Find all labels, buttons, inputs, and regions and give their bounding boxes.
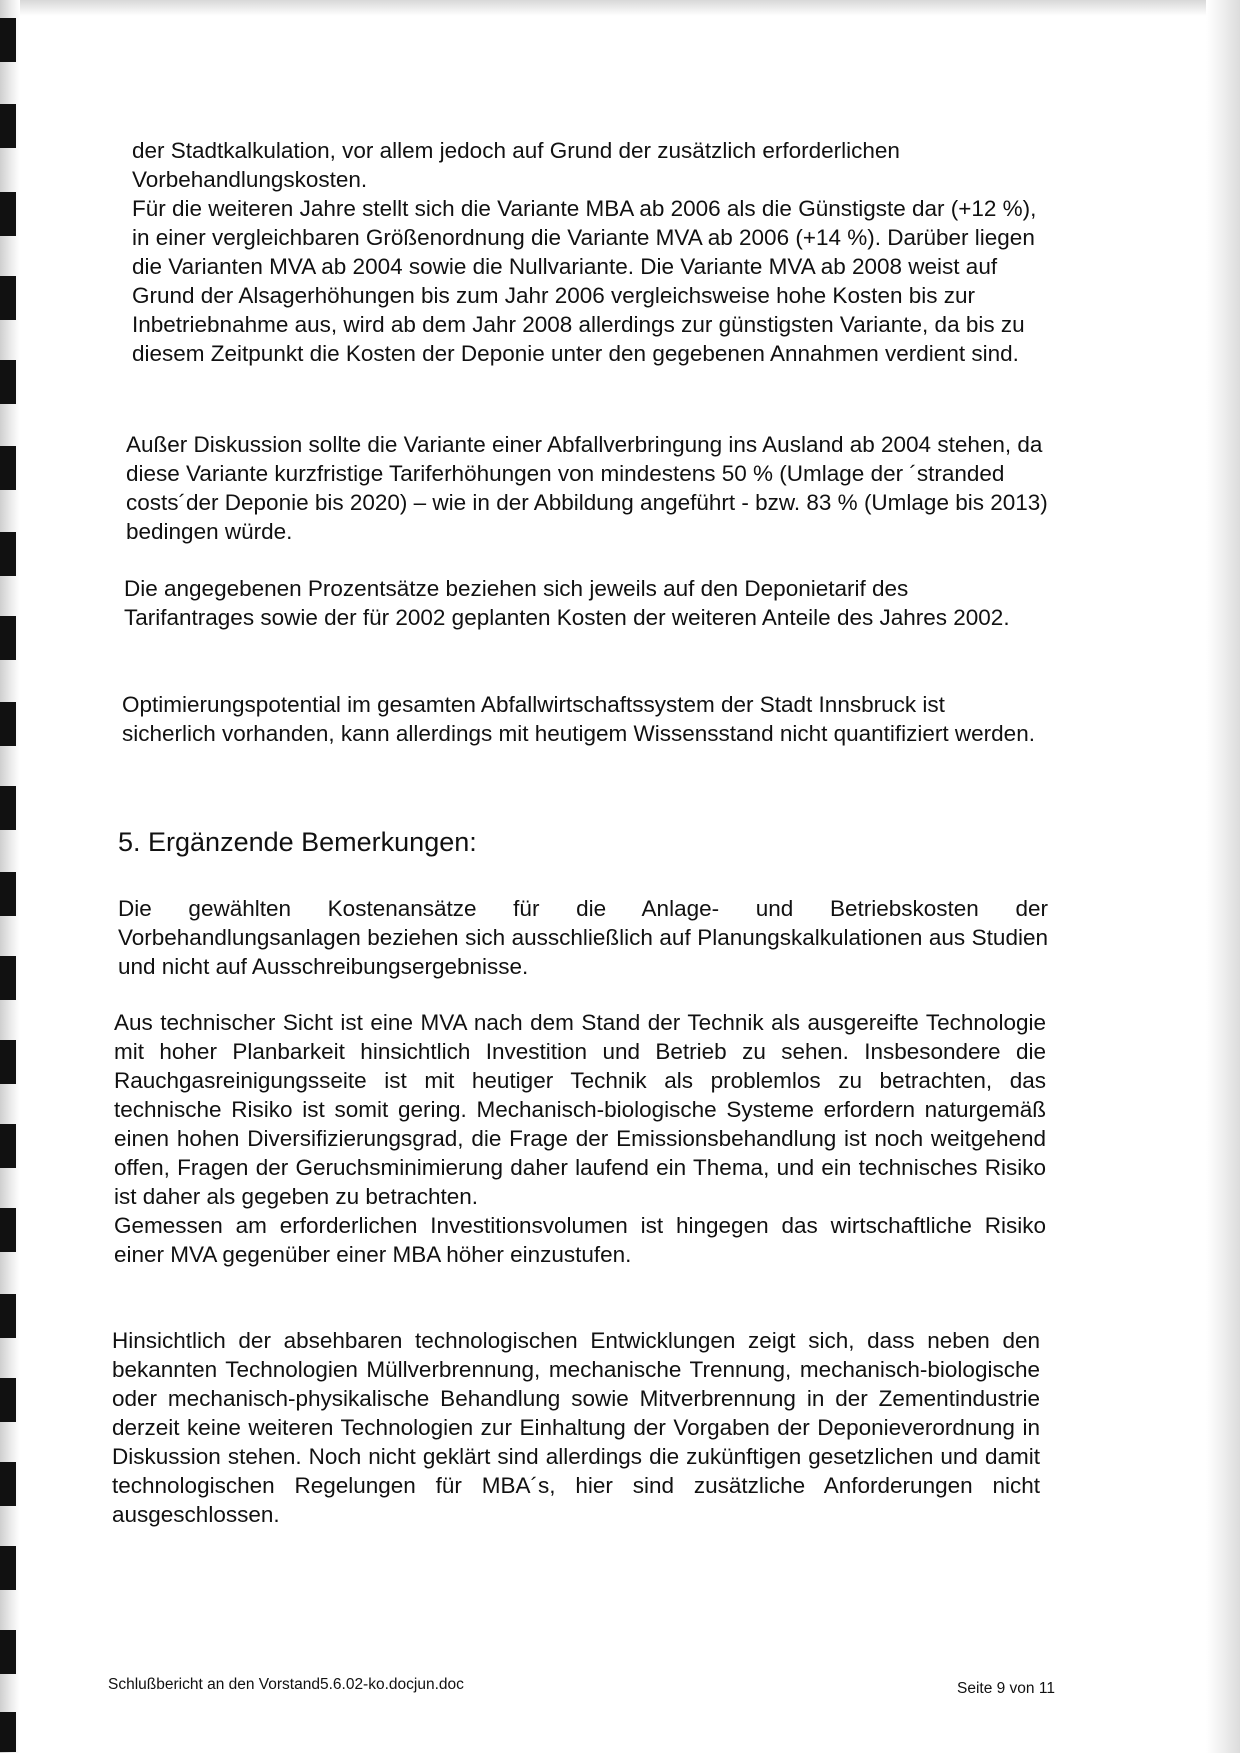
section-heading: 5. Ergänzende Bemerkungen:	[118, 827, 477, 857]
punch-mark	[0, 1208, 16, 1252]
punch-mark	[0, 360, 16, 404]
punch-mark	[0, 104, 16, 148]
punch-mark	[0, 872, 16, 916]
punch-mark	[0, 702, 16, 746]
punch-mark	[0, 1294, 16, 1338]
paragraph-cost-basis: Die gewählten Kostenansätze für die Anlage- und Betriebskosten der Vorbehandlungsanlagen beziehen sich ausschließlich auf Planungskalkulationen aus Studien und nicht auf Ausschreibungsergebnisse.	[118, 896, 1048, 979]
paragraph-export-variant: Außer Diskussion sollte die Variante einer Abfallverbringung ins Ausland ab 2004 stehen, da diese Variante kurzfristige Tariferhöhungen von mindestens 50 % (Umlage der ´stranded costs´der Deponie bis 2020) – wie in der Abbildung angeführt - bzw. 83 % (Umlage bis 2013) bedingen würde.	[126, 432, 1048, 544]
scan-edge-right	[1206, 0, 1240, 1753]
punch-mark	[0, 956, 16, 1000]
punch-mark	[0, 18, 16, 62]
scan-edge-top	[0, 0, 1240, 16]
punch-mark	[0, 1124, 16, 1168]
punch-mark	[0, 1712, 16, 1752]
punch-mark	[0, 786, 16, 830]
footer-filename: Schlußbericht an den Vorstand5.6.02-ko.docjun.doc	[108, 1676, 464, 1693]
footer-page-number: Seite 9 von 11	[957, 1680, 1055, 1697]
punch-mark	[0, 1630, 16, 1674]
punch-mark	[0, 1462, 16, 1506]
punch-mark	[0, 1040, 16, 1084]
paragraph-technical-risk: Aus technischer Sicht ist eine MVA nach dem Stand der Technik als ausgereifte Technologie mit hoher Planbarkeit hinsichtlich Investition und Betrieb zu sehen. Insbesondere die Rauchgasreinigungsseite ist mit heutiger Technik als problemlos zu betrachten, das technische Risiko ist somit gering. Mechanisch-biologische Systeme erfordern naturgemäß einen hohen Diversifizierungsgrad, die Frage der Emissionsbehandlung ist noch weitgehend offen, Fragen der Geruchsminimierung daher laufend ein Thema, und ein technisches Risiko ist daher als gegeben zu betrachten. Gemessen am erforderlichen Investitionsvolumen ist hingegen das wirtschaftliche Risiko einer MVA gegenüber einer MBA höher einzustufen.	[114, 1010, 1046, 1267]
paragraph-cost-comparison: der Stadtkalkulation, vor allem jedoch auf Grund der zusätzlich erforderlichen Vorbehandlungskosten. Für die weiteren Jahre stellt sich die Variante MBA ab 2006 als die Günstigste dar (+12 %), in einer vergleichbaren Größenordnung die Variante MVA ab 2006 (+14 %). Darüber liegen die Varianten MVA ab 2004 sowie die Nullvariante. Die Variante MVA ab 2008 weist auf Grund der Alsagerhöhungen bis zum Jahr 2006 vergleichsweise hohe Kosten bis zur Inbetriebnahme aus, wird ab dem Jahr 2008 allerdings zur günstigsten Variante, da bis zu diesem Zeitpunkt die Kosten der Deponie unter den gegebenen Annahmen verdient sind.	[132, 138, 1037, 366]
punch-mark	[0, 276, 16, 320]
punch-mark	[0, 192, 16, 236]
punch-mark	[0, 446, 16, 490]
paragraph-percentages-note: Die angegebenen Prozentsätze beziehen sich jeweils auf den Deponietarif des Tarifantrages sowie der für 2002 geplanten Kosten der weiteren Anteile des Jahres 2002.	[124, 576, 1010, 630]
punch-mark	[0, 532, 16, 576]
paragraph-technology-outlook: Hinsichtlich der absehbaren technologischen Entwicklungen zeigt sich, dass neben den bekannten Technologien Müllverbrennung, mechanische Trennung, mechanisch-biologische oder mechanisch-physikalische Behandlung sowie Mitverbrennung in der Zementindustrie derzeit keine weiteren Technologien zur Einhaltung der Vorgaben der Deponieverordnung in Diskussion stehen. Noch nicht geklärt sind allerdings die zukünftigen gesetzlichen und damit technologischen Regelungen für MBA´s, hier sind zusätzliche Anforderungen nicht ausgeschlossen.	[112, 1328, 1040, 1527]
paragraph-optimization-potential: Optimierungspotential im gesamten Abfallwirtschaftssystem der Stadt Innsbruck ist sicherlich vorhanden, kann allerdings mit heutigem Wissensstand nicht quantifiziert werden.	[122, 692, 1035, 746]
punch-mark	[0, 1378, 16, 1422]
punch-mark	[0, 1546, 16, 1590]
punch-mark	[0, 616, 16, 660]
